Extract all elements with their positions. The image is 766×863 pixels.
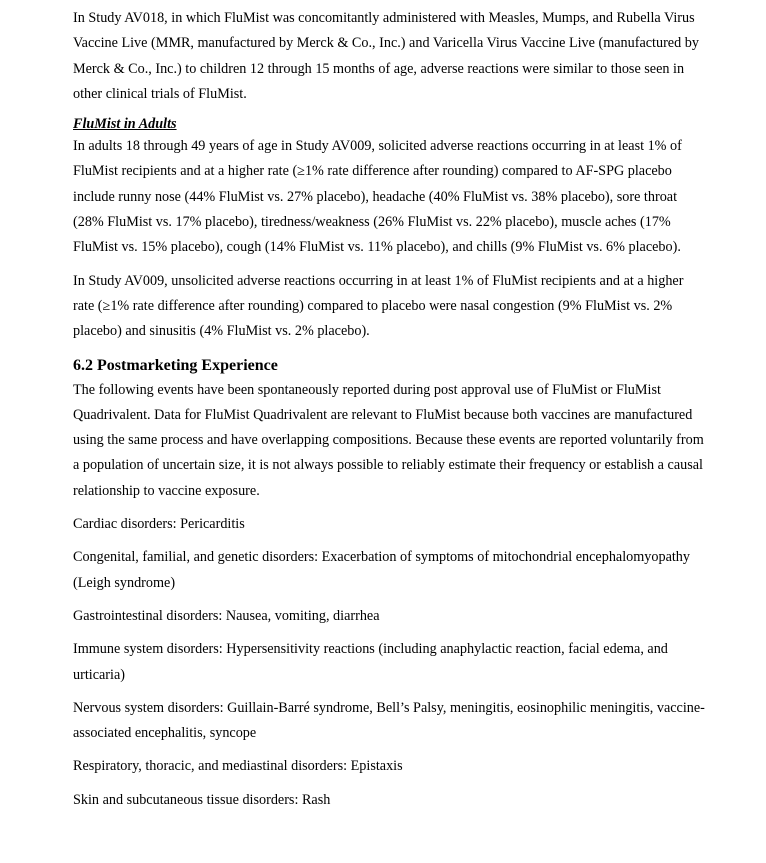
postmarketing-item-skin: Skin and subcutaneous tissue disorders: Rash: [73, 791, 331, 808]
adults-solicited-paragraph: In adults 18 through 49 years of age in Study AV009, solicited adverse reactions occurring in at least 1% of FluMist recipients and at a higher rate (≥1% rate difference after rounding) compared to AF-SPG placebo include runny nose (44% FluMist vs. 27% placebo), headache (40% FluMist vs. 38% placebo), sore throat (28% FluMist vs. 17% placebo), tiredness/weakness (26% FluMist vs. 22% placebo), muscle aches (17% FluMist vs. 15% placebo), cough (14% FluMist vs. 11% placebo), and chills (9% FluMist vs. 6% placebo).: [73, 138, 682, 256]
postmarketing-item-gastrointestinal: Gastrointestinal disorders: Nausea, vomiting, diarrhea: [73, 607, 380, 624]
postmarketing-heading: 6.2 Postmarketing Experience: [73, 356, 278, 374]
intro-paragraph: In Study AV018, in which FluMist was concomitantly administered with Measles, Mumps, and Rubella Virus Vaccine Live (MMR, manufactured by Merck & Co., Inc.) and Varicella Virus Vaccine Live (manufactured by Merck & Co., Inc.) to children 12 through 15 months of age, adverse reactions were similar to those seen in other clinical trials of FluMist.: [73, 10, 699, 102]
postmarketing-item-respiratory: Respiratory, thoracic, and mediastinal disorders: Epistaxis: [73, 758, 403, 775]
postmarketing-item-congenital: Congenital, familial, and genetic disorders: Exacerbation of symptoms of mitochondrial encephalomyopathy (Leigh syndrome): [73, 549, 690, 591]
postmarketing-item-nervous: Nervous system disorders: Guillain-Barré syndrome, Bell’s Palsy, meningitis, eosinophilic meningitis, vaccine-associated encephalitis, syncope: [73, 699, 705, 742]
document-page: [73, 6, 708, 813]
adults-section-heading: FluMist in Adults: [73, 116, 177, 133]
postmarketing-paragraph: The following events have been spontaneously reported during post approval use of FluMist or FluMist Quadrivalent. Data for FluMist Quadrivalent are relevant to FluMist because both vaccines are manufactured using the same process and have overlapping compositions. Because these events are reported voluntarily from a population of uncertain size, it is not always possible to reliably estimate their frequency or establish a causal relationship to vaccine exposure.: [73, 381, 704, 499]
postmarketing-item-immune: Immune system disorders: Hypersensitivity reactions (including anaphylactic reaction, facial edema, and urticaria): [73, 641, 668, 683]
adults-unsolicited-paragraph: In Study AV009, unsolicited adverse reactions occurring in at least 1% of FluMist recipients and at a higher rate (≥1% rate difference after rounding) compared to placebo were nasal congestion (9% FluMist vs. 2% placebo) and sinusitis (4% FluMist vs. 2% placebo).: [73, 272, 684, 340]
postmarketing-item-cardiac: Cardiac disorders: Pericarditis: [73, 516, 245, 533]
